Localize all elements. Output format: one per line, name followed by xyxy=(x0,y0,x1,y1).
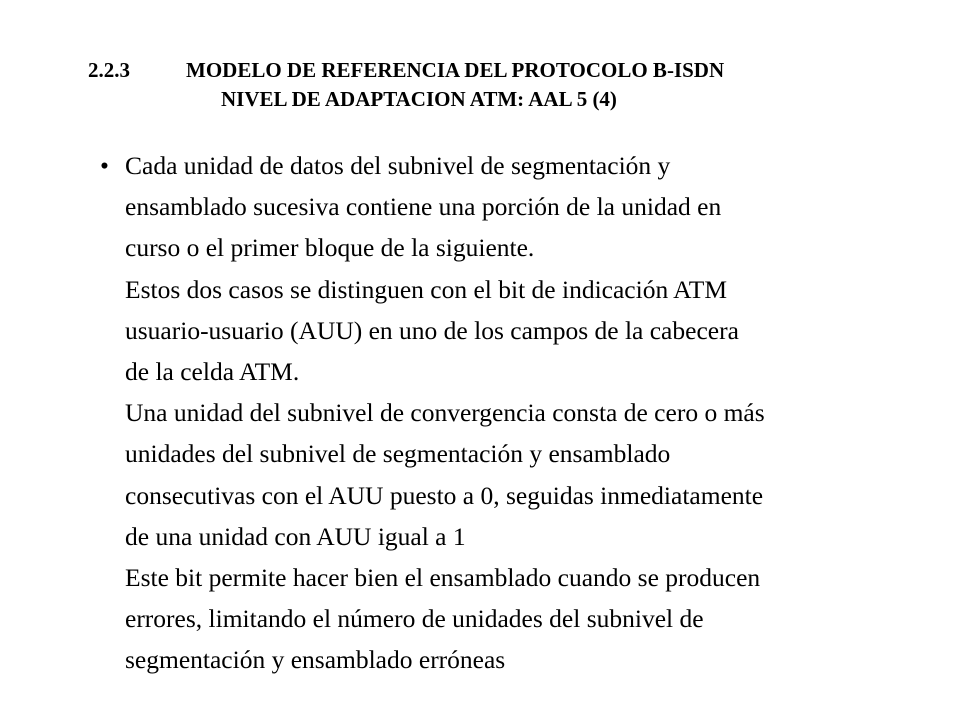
text-line: consecutivas con el AUU puesto a 0, seguidas inmediatamente xyxy=(125,480,764,510)
text-line: ensamblado sucesiva contiene una porción de la unidad en xyxy=(125,192,722,222)
text-line: de una unidad con AUU igual a 1 xyxy=(125,521,466,551)
title-text-1: MODELO DE REFERENCIA DEL PROTOCOLO B-ISDN xyxy=(186,58,725,82)
text-line: unidades del subnivel de segmentación y ensamblado xyxy=(125,439,671,469)
text-line: Estos dos casos se distinguen con el bit de indicación ATM xyxy=(125,274,728,304)
section-number: 2.2.3 xyxy=(88,58,130,82)
text-line: usuario-usuario (AUU) en uno de los campos de la cabecera xyxy=(125,315,739,345)
text-line: Este bit permite hacer bien el ensamblado cuando se producen xyxy=(125,562,761,592)
text-line: Cada unidad de datos del subnivel de segmentación y xyxy=(125,151,671,180)
text-line: errores, limitando el número de unidades del subnivel de xyxy=(125,604,704,634)
text-line: de la celda ATM. xyxy=(125,356,300,386)
bullet-icon: • xyxy=(100,151,109,180)
text-line: curso o el primer bloque de la siguiente. xyxy=(125,233,535,263)
text-line: Una unidad del subnivel de convergencia consta de cero o más xyxy=(125,398,765,428)
bullet-text xyxy=(125,145,765,680)
text-line: segmentación y ensamblado erróneas xyxy=(125,645,506,675)
title-line-1 xyxy=(88,56,724,85)
title-line-2: NIVEL DE ADAPTACION ATM: AAL 5 (4) xyxy=(221,87,617,111)
